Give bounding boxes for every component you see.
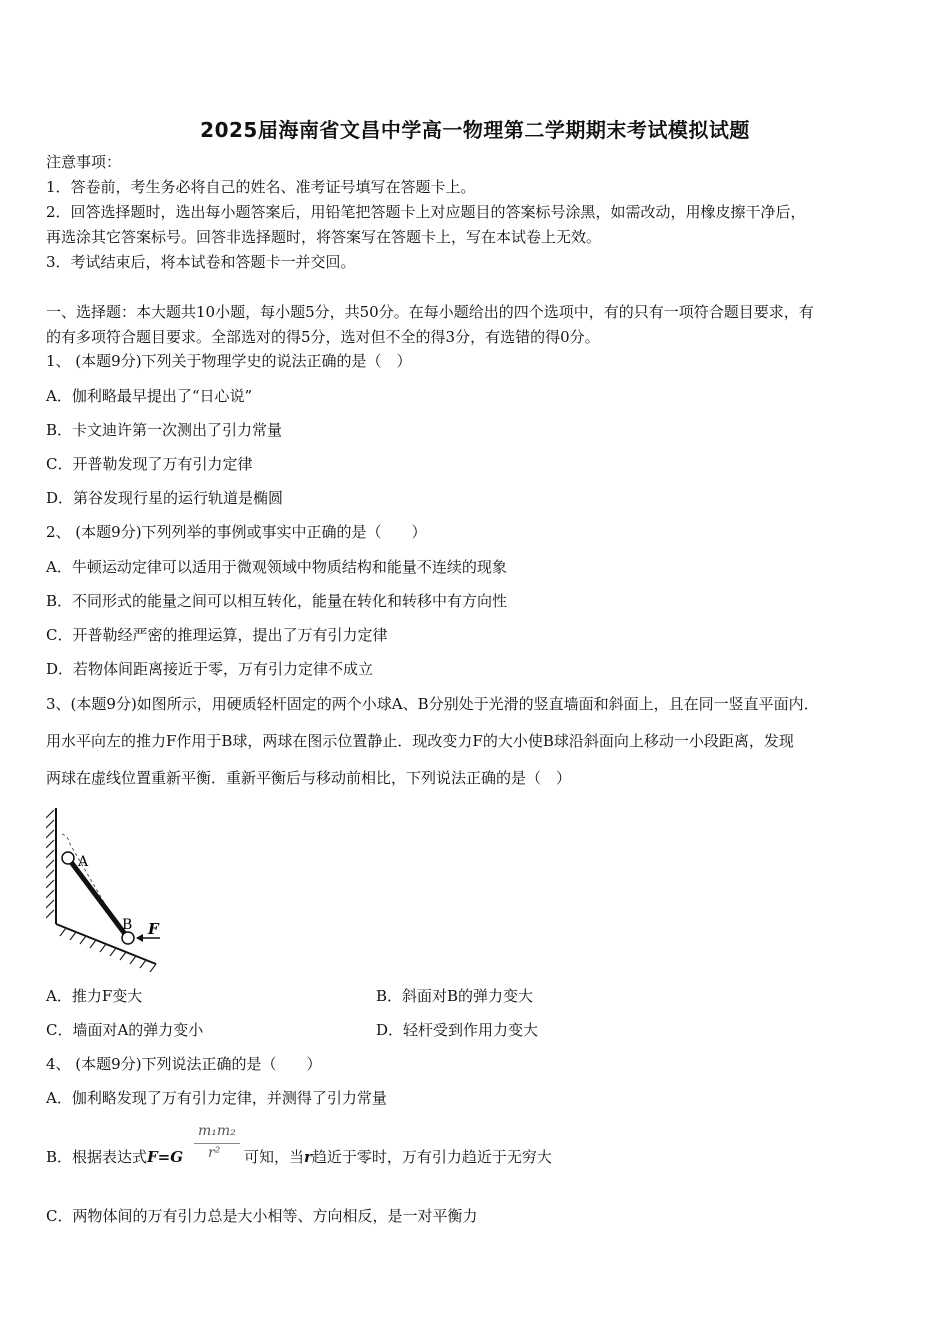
fraction-bar: [194, 1143, 240, 1144]
option-q1-a: A．伽利略最早提出了“日心说”: [46, 387, 253, 405]
ball-a: [62, 852, 74, 864]
option-q1-d: D．第谷发现行星的运行轨道是椭圆: [46, 489, 284, 507]
label-b: B: [122, 917, 133, 933]
question-1-stem: 1、 (本题9分)下列关于物理学史的说法正确的是（ ）: [46, 352, 412, 370]
label-a: A: [78, 854, 89, 870]
notice-item: 2．回答选择题时，选出每小题答案后，用铅笔把答题卡上对应题目的答案标号涂黑，如需改动，用橡皮擦干净后，: [46, 203, 806, 221]
option-q1-c: C．开普勒发现了万有引力定律: [46, 455, 253, 473]
question-3-stem: 两球在虚线位置重新平衡．重新平衡后与移动前相比，下列说法正确的是（ ）: [46, 769, 572, 787]
option-q4-b-suffix: [244, 1146, 552, 1167]
formula-denominator: r²: [208, 1145, 221, 1161]
notice-heading: 注意事项：: [46, 153, 122, 171]
option-q2-d: D．若物体间距离接近于零，万有引力定律不成立: [46, 660, 374, 678]
label-f: F: [148, 920, 159, 938]
page-title: 2025届海南省文昌中学高一物理第二学期期末考试模拟试题: [200, 118, 750, 142]
light-rod: [68, 858, 128, 938]
ball-b: [122, 932, 134, 944]
option-q4-b-text: 可知，当: [244, 1148, 305, 1166]
option-q4-a: A．伽利略发现了万有引力定律，并测得了引力常量: [46, 1089, 387, 1107]
variable-r: r: [304, 1148, 312, 1166]
question-3-stem: 用水平向左的推力F作用于B球，两球在图示位置静止．现改变力F的大小使B球沿斜面向上移动一小段距离，发现: [46, 732, 794, 750]
option-q3-c: C．墙面对A的弹力变小: [46, 1021, 204, 1039]
question-2-stem: 2、 (本题9分)下列列举的事例或事实中正确的是（ ）: [46, 523, 427, 541]
notice-item: 再选涂其它答案标号。回答非选择题时，将答案写在答题卡上，写在本试卷上无效。: [46, 228, 602, 246]
option-q3-a: A．推力F变大: [46, 987, 143, 1005]
question-3-stem: 3、(本题9分)如图所示，用硬质轻杆固定的两个小球A、B分别处于光滑的竖直墙面和斜面上，且在同一竖直平面内．: [46, 695, 819, 713]
option-q4-c: C．两物体间的万有引力总是大小相等、方向相反，是一对平衡力: [46, 1207, 478, 1225]
option-q4-b: [46, 1146, 183, 1167]
wall-hatching: [46, 810, 54, 918]
formula-numerator: m₁m₂: [198, 1123, 236, 1139]
formula-fraction: [194, 1123, 244, 1167]
option-q3-d: D．轻杆受到作用力变大: [376, 1021, 539, 1039]
option-q4-b-text-2: 趋近于零时，万有引力趋近于无穷大: [311, 1148, 552, 1166]
option-q2-b: B．不同形式的能量之间可以相互转化，能量在转化和转移中有方向性: [46, 592, 508, 610]
section-instructions: 一、选择题：本大题共10小题，每小题5分，共50分。在每小题给出的四个选项中，有的只有一项符合题目要求，有: [46, 303, 814, 321]
option-q4-b-prefix: B．根据表达式: [46, 1148, 148, 1166]
incline-figure: [46, 806, 166, 976]
option-q1-b: B．卡文迪许第一次测出了引力常量: [46, 421, 283, 439]
section-instructions: 的有多项符合题目要求。全部选对的得5分，选对但不全的得3分，有选错的得0分。: [46, 328, 600, 346]
notice-item: 1．答卷前，考生务必将自己的姓名、准考证号填写在答题卡上。: [46, 178, 476, 196]
option-q2-c: C．开普勒经严密的推理运算，提出了万有引力定律: [46, 626, 388, 644]
incline-hatching: [60, 928, 156, 972]
question-4-stem: 4、 (本题9分)下列说法正确的是（ ）: [46, 1055, 322, 1073]
option-q3-b: B．斜面对B的弹力变大: [376, 987, 534, 1005]
formula-lhs: F=G: [147, 1148, 184, 1166]
notice-item: 3．考试结束后，将本试卷和答题卡一并交回。: [46, 253, 356, 271]
option-q2-a: A．牛顿运动定律可以适用于微观领域中物质结构和能量不连续的现象: [46, 558, 507, 576]
